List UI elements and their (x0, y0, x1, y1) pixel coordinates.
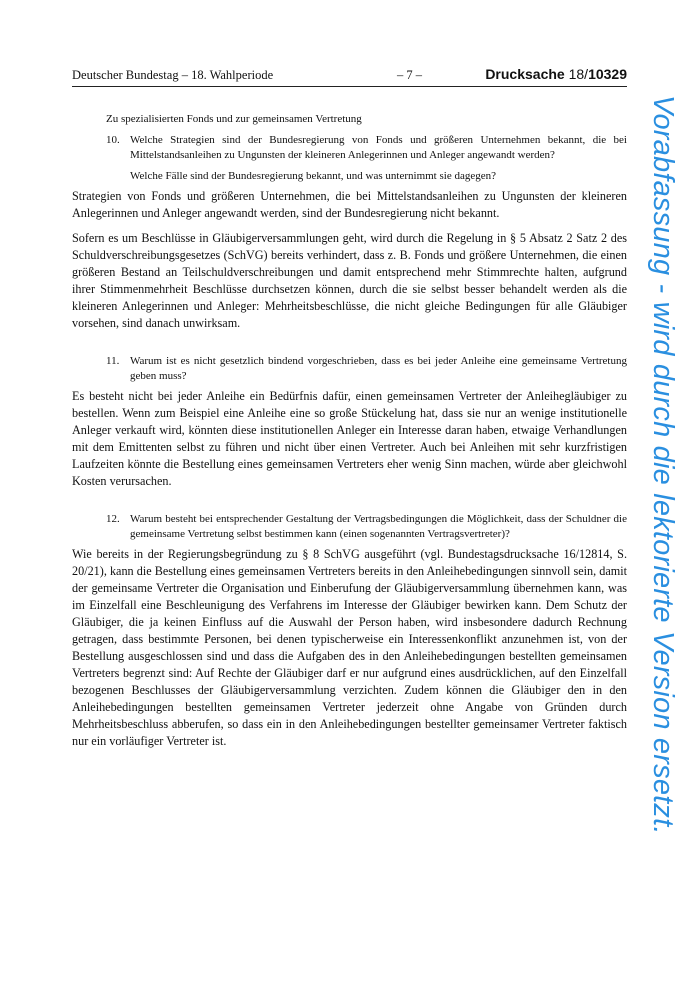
question-text: Welche Strategien sind der Bundesregierung von Fonds und größeren Unternehmen bekannt, die bei Mittelstandsanleihen zu Ungunsten der kleineren Anlegerinnen und Anleger angewandt werden? (130, 134, 627, 161)
answer-paragraph: Strategien von Fonds und größeren Unternehmen, die bei Mittelstandsanleihen zu Ungunsten der kleineren Anlegerinnen und Anleger angewandt werden, sind der Bundesregierung nicht bekannt. (72, 189, 627, 220)
question-text: Warum ist es nicht gesetzlich bindend vorgeschrieben, dass es bei jeder Anleihe eine gemeinsame Vertretung geben muss? (130, 355, 627, 382)
question-number: 11. (106, 355, 120, 367)
question-number: 12. (106, 513, 120, 525)
page-number: – 7 – (397, 68, 422, 82)
document-period: 18/ (568, 66, 589, 82)
question-12 (72, 512, 627, 542)
document-label: Drucksache (485, 66, 565, 82)
question-number: 10. (106, 134, 120, 146)
answer-paragraph: Es besteht nicht bei jeder Anleihe ein Bedürfnis dafür, einen gemeinsamen Vertreter der Anleihegläubiger zu bestellen. Wenn zum Beispiel eine Anleihe eine so große Stückelung hat, dass sie nur an wenige institutionelle Anleger verkauft wird, könnten diese institutionellen Anleger ein Interesse daran haben, etwaige Verhandlungen mit dem Emittenten selbst zu führen und nicht über einen Vertreter. Auch bei Anleihen mit sehr kurzfristigen Laufzeiten könnte die Bestellung eines gemeinsamen Vertreters eher wenig Sinn machen, würde aber gleichwohl Kosten verursachen. (72, 389, 627, 488)
page-header (72, 66, 627, 87)
question-11 (72, 354, 627, 384)
document-id: 10329 (588, 66, 627, 82)
answer-paragraph: Sofern es um Beschlüsse in Gläubigerversammlungen geht, wird durch die Regelung in § 5 Absatz 2 Satz 2 des Schuldverschreibungsgesetzes (SchVG) bereits verhindert, dass z. B. Fonds und größere Unternehmen, die einen größeren Bestand an Teilschuldverschreibungen und damit entsprechend mehr Stimmrechte halten, aufgrund ihrer Stimmenmehrheit Beschlüsse durchsetzen können, durch die sie selbst besser behandelt werden als die kleineren Anlegerinnen und Anleger: Mehrheitsbeschlüsse, die nicht gleiche Bedingungen für alle Gläubiger vorsehen, sind danach unwirksam. (72, 231, 627, 330)
answer-paragraph: Wie bereits in der Regierungsbegründung zu § 8 SchVG ausgeführt (vgl. Bundestagsdrucksache 16/12814, S. 20/21), kann die Bestellung eines gemeinsamen Vertreters bereits in den Anleihebedingungen sinnvoll sein, damit der gemeinsame Vertreter die Organisation und Einberufung der Gläubigerversammlung übernehmen kann, was im Einzelfall eine Beschleunigung des Verfahrens im Interesse der Gläubiger bewirken kann. Dem Schutz der Gläubiger, die ja keinen Einfluss auf die Auswahl der Person haben, wird insbesondere dadurch Rechnung getragen, dass bestimmte Personen, bei denen typischerweise ein Interessenkonflikt anzunehmen ist, von der Bestellung ausgeschlossen sind und dass die Aufgaben des in den Anleihebedingungen bestellten gemeinsamen Vertreters begrenzt sind: Auf Rechte der Gläubiger darf er nur aufgrund eines ausdrücklichen, auf den Einzelfall bezogenen Beschlusses der Gläubigerversammlung verzichten. Zudem können die Gläubiger den in den Anleihebedingungen bestellten gemeinsamen Vertreter jederzeit ohne Angabe von Gründen durch Mehrheitsbeschluss abberufen, so dass ein in den Anleihebedingungen bestellter gemeinsamer Vertreter faktisch nur ein vorläufiger Vertreter ist. (72, 547, 627, 748)
document-number (485, 66, 627, 82)
draft-watermark (646, 95, 696, 905)
section-heading: Zu spezialisierten Fonds und zur gemeinsamen Vertretung (106, 113, 362, 125)
question-text: Welche Fälle sind der Bundesregierung bekannt, und was unternimmt sie dagegen? (130, 170, 496, 182)
question-text: Warum besteht bei entsprechender Gestaltung der Vertragsbedingungen die Möglichkeit, dass der Schuldner die gemeinsame Vertretung selbst bestimmen kann (einen sogenannten Vertragsvertreter)? (130, 513, 627, 540)
watermark-text: Vorabfassung - wird durch die lektorierte Version ersetzt. (647, 95, 679, 835)
question-10 (72, 133, 627, 184)
document-body (72, 112, 627, 750)
header-publication: Deutscher Bundestag – 18. Wahlperiode (72, 68, 274, 82)
